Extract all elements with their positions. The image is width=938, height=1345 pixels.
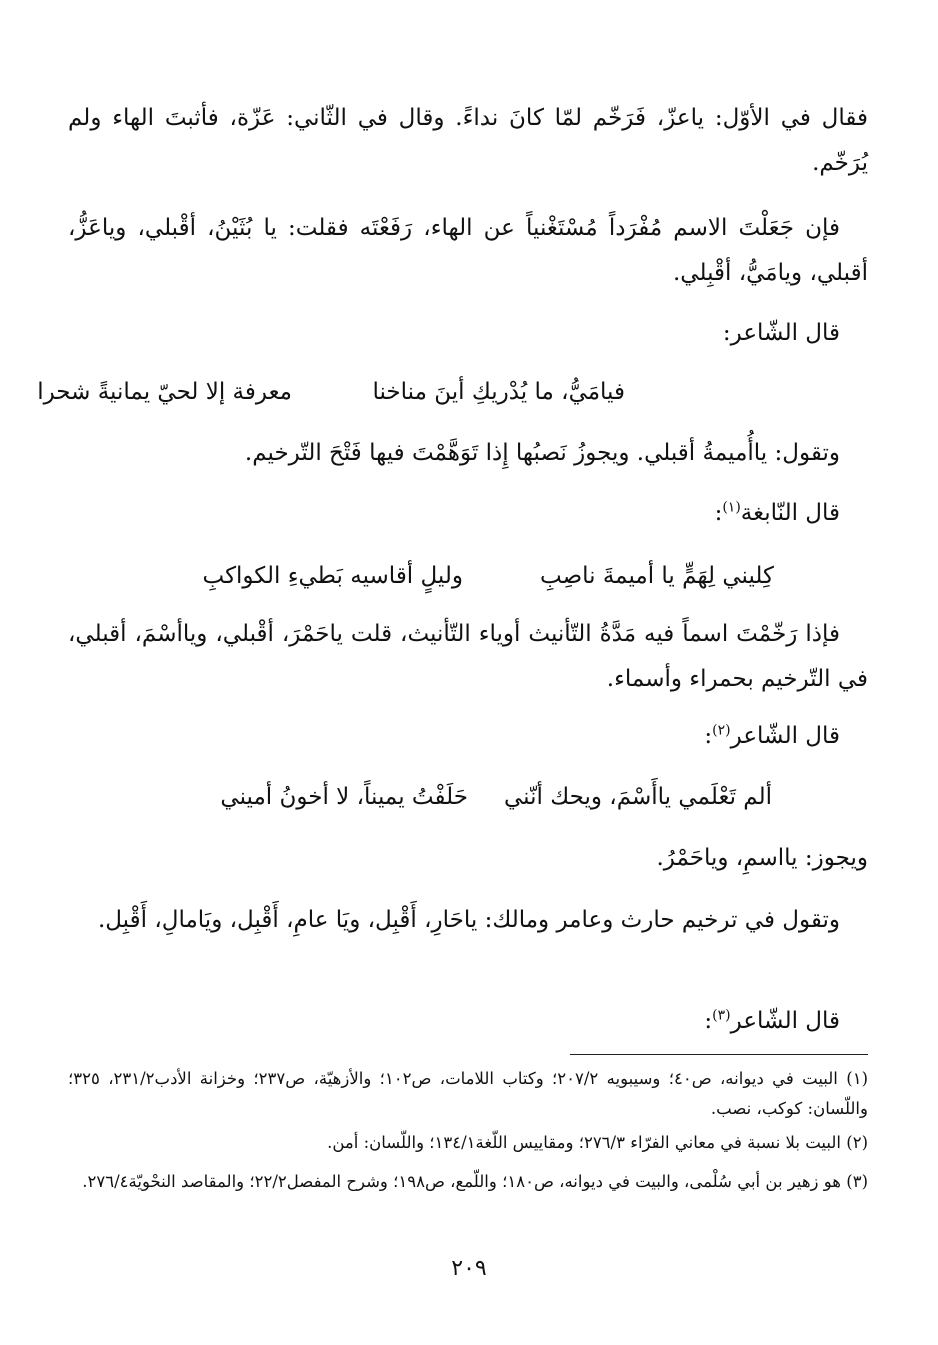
footnote-2: (٢) البيت بلا نسبة في معاني الفرّاء ٢٧٦/٣؛ ومقاييس اللّغة١٣٤/١؛ واللّسان: أمن. — [327, 1133, 868, 1152]
quote-intro-2-colon: : — [714, 500, 723, 526]
footnote-ref-3: (٣) — [712, 1007, 731, 1024]
verse-1 — [0, 370, 938, 415]
quote-intro-3-colon: : — [704, 723, 713, 749]
footnote-3: (٣) هو زهير بن أبي سُلْمى، والبيت في ديوانه، ص١٨٠؛ واللّمع، ص١٩٨؛ وشرح المفصل٢٢/٢؛ والمقاصد النحْويّة٢٧٦/٤. — [82, 1172, 868, 1191]
verse-1-first-hemistich: فيامَيُّ، ما يُدْريكِ أينَ مناخنا — [372, 379, 625, 405]
paragraph-5: ويجوز: يااسمِ، وياحَمْرُ. — [656, 845, 868, 871]
quote-intro-4-colon: : — [704, 1008, 713, 1034]
paragraph-2: فإن جَعَلْتَ الاسم مُفْرَداً مُسْتَغْنياً عن الهاء، رَفَعْتَه فقلت: يا بُثَيْنُ، أقْبلي، وياعَزُّ، أقبلي، ويامَيُّ، أقْبِلي. — [68, 215, 868, 286]
page-number: ٢٠٩ — [451, 1256, 487, 1281]
verse-3 — [0, 775, 938, 820]
quote-intro-1: قال الشّاعر: — [722, 320, 840, 346]
quote-intro-4-text: قال الشّاعر — [730, 1008, 840, 1034]
footnote-ref-2: (٢) — [712, 722, 731, 739]
verse-2-second-hemistich: وليلٍ أقاسيه بَطيءِ الكواكبِ — [202, 563, 463, 589]
quote-intro-3-text: قال الشّاعر — [730, 723, 840, 749]
verse-3-second-hemistich: حَلَفْتُ يميناً، لا أخونُ أميني — [220, 784, 468, 810]
footnote-separator — [570, 1054, 868, 1055]
footnote-ref-1: (١) — [722, 499, 741, 516]
verse-2 — [0, 554, 938, 599]
verse-1-second-hemistich: معرفة إلا لحيّ يمانيةً شحرا — [37, 379, 292, 405]
quote-intro-3 — [68, 714, 868, 759]
paragraph-4: فإذا رَخّمْتَ اسماً فيه مَدَّةُ التّأنيث أوياء التّأنيث، قلت ياحَمْرَ، أقْبلي، وياأسْمَ، أقبلي، في التّرخيم بحمراء وأسماء. — [68, 621, 868, 692]
quote-intro-4 — [68, 999, 868, 1044]
verse-3-first-hemistich: ألم تَعْلَمي ياأَسْمَ، ويحك أنّني — [504, 784, 772, 810]
paragraph-1: فقال في الأوّل: ياعزّ، فَرَخّم لمّا كانَ نداءً. وقال في الثّاني: عَزّة، فأثبتَ الهاء ولم يُرَخّم. — [68, 105, 868, 176]
paragraph-3: وتقول: ياأُميمةُ أقبلي. ويجوزُ نَصبُها إِذا تَوَهَّمْتَ فيها فَتْحَ التّرخيم. — [244, 440, 840, 466]
quote-intro-2 — [68, 491, 868, 536]
verse-2-first-hemistich: كِليني لِهَمٍّ يا أميمةَ ناصِبِ — [540, 563, 774, 589]
paragraph-6: وتقول في ترخيم حارث وعامر ومالك: ياحَارِ، أَقْبِل، ويَا عامِ، أَقْبِل، ويَامالِ، أَقْبِل. — [97, 907, 840, 933]
quote-intro-2-text: قال النّابغة — [740, 500, 840, 526]
footnote-1: (١) البيت في ديوانه، ص٤٠؛ وسيبويه ٢٠٧/٢؛ وكتاب اللامات، ص١٠٢؛ والأزهيّة، ص٢٣٧؛ وخزانة الأدب٢٣١/٢، ٣٢٥؛ واللّسان: كوكب، نصب. — [68, 1069, 868, 1118]
